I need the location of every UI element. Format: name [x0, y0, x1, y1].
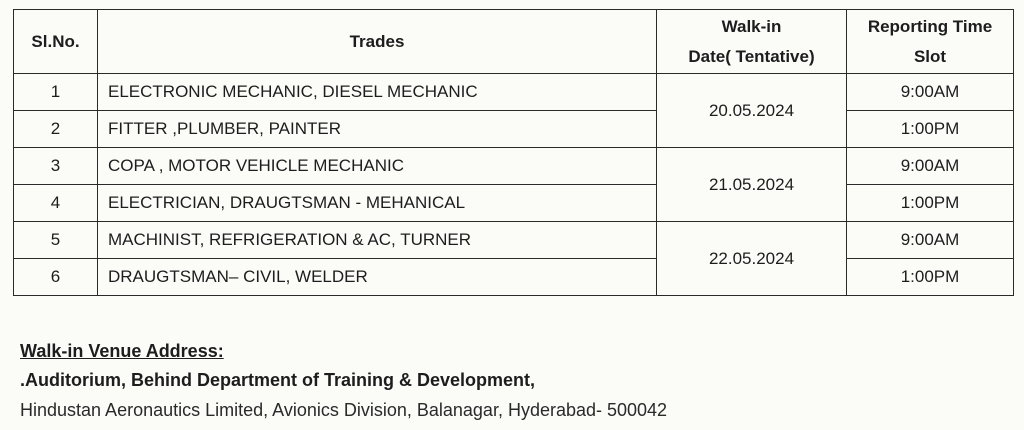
- row-sl-no: 6: [14, 259, 98, 296]
- table-row: [14, 222, 1014, 259]
- row-walkin-date: 20.05.2024: [657, 74, 847, 148]
- header-reporting-time: [847, 10, 1014, 74]
- table-row: [14, 185, 1014, 222]
- venue-title: Walk-in Venue Address:: [20, 341, 224, 361]
- row-sl-no: 2: [14, 111, 98, 148]
- venue-line-2: Hindustan Aeronautics Limited, Avionics Division, Balanagar, Hyderabad- 500042: [20, 400, 668, 420]
- venue-line-1: .Auditorium, Behind Department of Training & Development,: [20, 370, 536, 390]
- row-walkin-date: 22.05.2024: [657, 222, 847, 296]
- row-reporting-time: 1:00PM: [847, 111, 1014, 148]
- header-walkin-line1: Walk-in: [721, 16, 782, 36]
- header-time-line1: Reporting Time: [867, 16, 993, 36]
- row-reporting-time: 9:00AM: [847, 222, 1014, 259]
- header-sl-no: Sl.No.: [14, 10, 98, 74]
- row-sl-no: 4: [14, 185, 98, 222]
- header-walkin-line2: Date( Tentative): [688, 46, 815, 66]
- venue-address-block: [20, 340, 667, 422]
- row-reporting-time: 9:00AM: [847, 74, 1014, 111]
- row-sl-no: 5: [14, 222, 98, 259]
- row-walkin-date: 21.05.2024: [657, 148, 847, 222]
- row-reporting-time: 9:00AM: [847, 148, 1014, 185]
- row-sl-no: 3: [14, 148, 98, 185]
- row-trades: DRAUGTSMAN– CIVIL, WELDER: [98, 259, 657, 296]
- header-trades: Trades: [98, 10, 657, 74]
- row-sl-no: 1: [14, 74, 98, 111]
- row-reporting-time: 1:00PM: [847, 185, 1014, 222]
- table-row: [14, 74, 1014, 111]
- row-reporting-time: 1:00PM: [847, 259, 1014, 296]
- row-trades: COPA , MOTOR VEHICLE MECHANIC: [98, 148, 657, 185]
- row-trades: ELECTRICIAN, DRAUGTSMAN - MEHANICAL: [98, 185, 657, 222]
- row-trades: MACHINIST, REFRIGERATION & AC, TURNER: [98, 222, 657, 259]
- row-trades: ELECTRONIC MECHANIC, DIESEL MECHANIC: [98, 74, 657, 111]
- table-row: [14, 259, 1014, 296]
- table-header-row: [14, 10, 1014, 74]
- header-time-line2: Slot: [913, 46, 947, 66]
- header-walkin-date: [657, 10, 847, 74]
- table-row: [14, 148, 1014, 185]
- schedule-table: [13, 9, 1014, 296]
- table-row: [14, 111, 1014, 148]
- row-trades: FITTER ,PLUMBER, PAINTER: [98, 111, 657, 148]
